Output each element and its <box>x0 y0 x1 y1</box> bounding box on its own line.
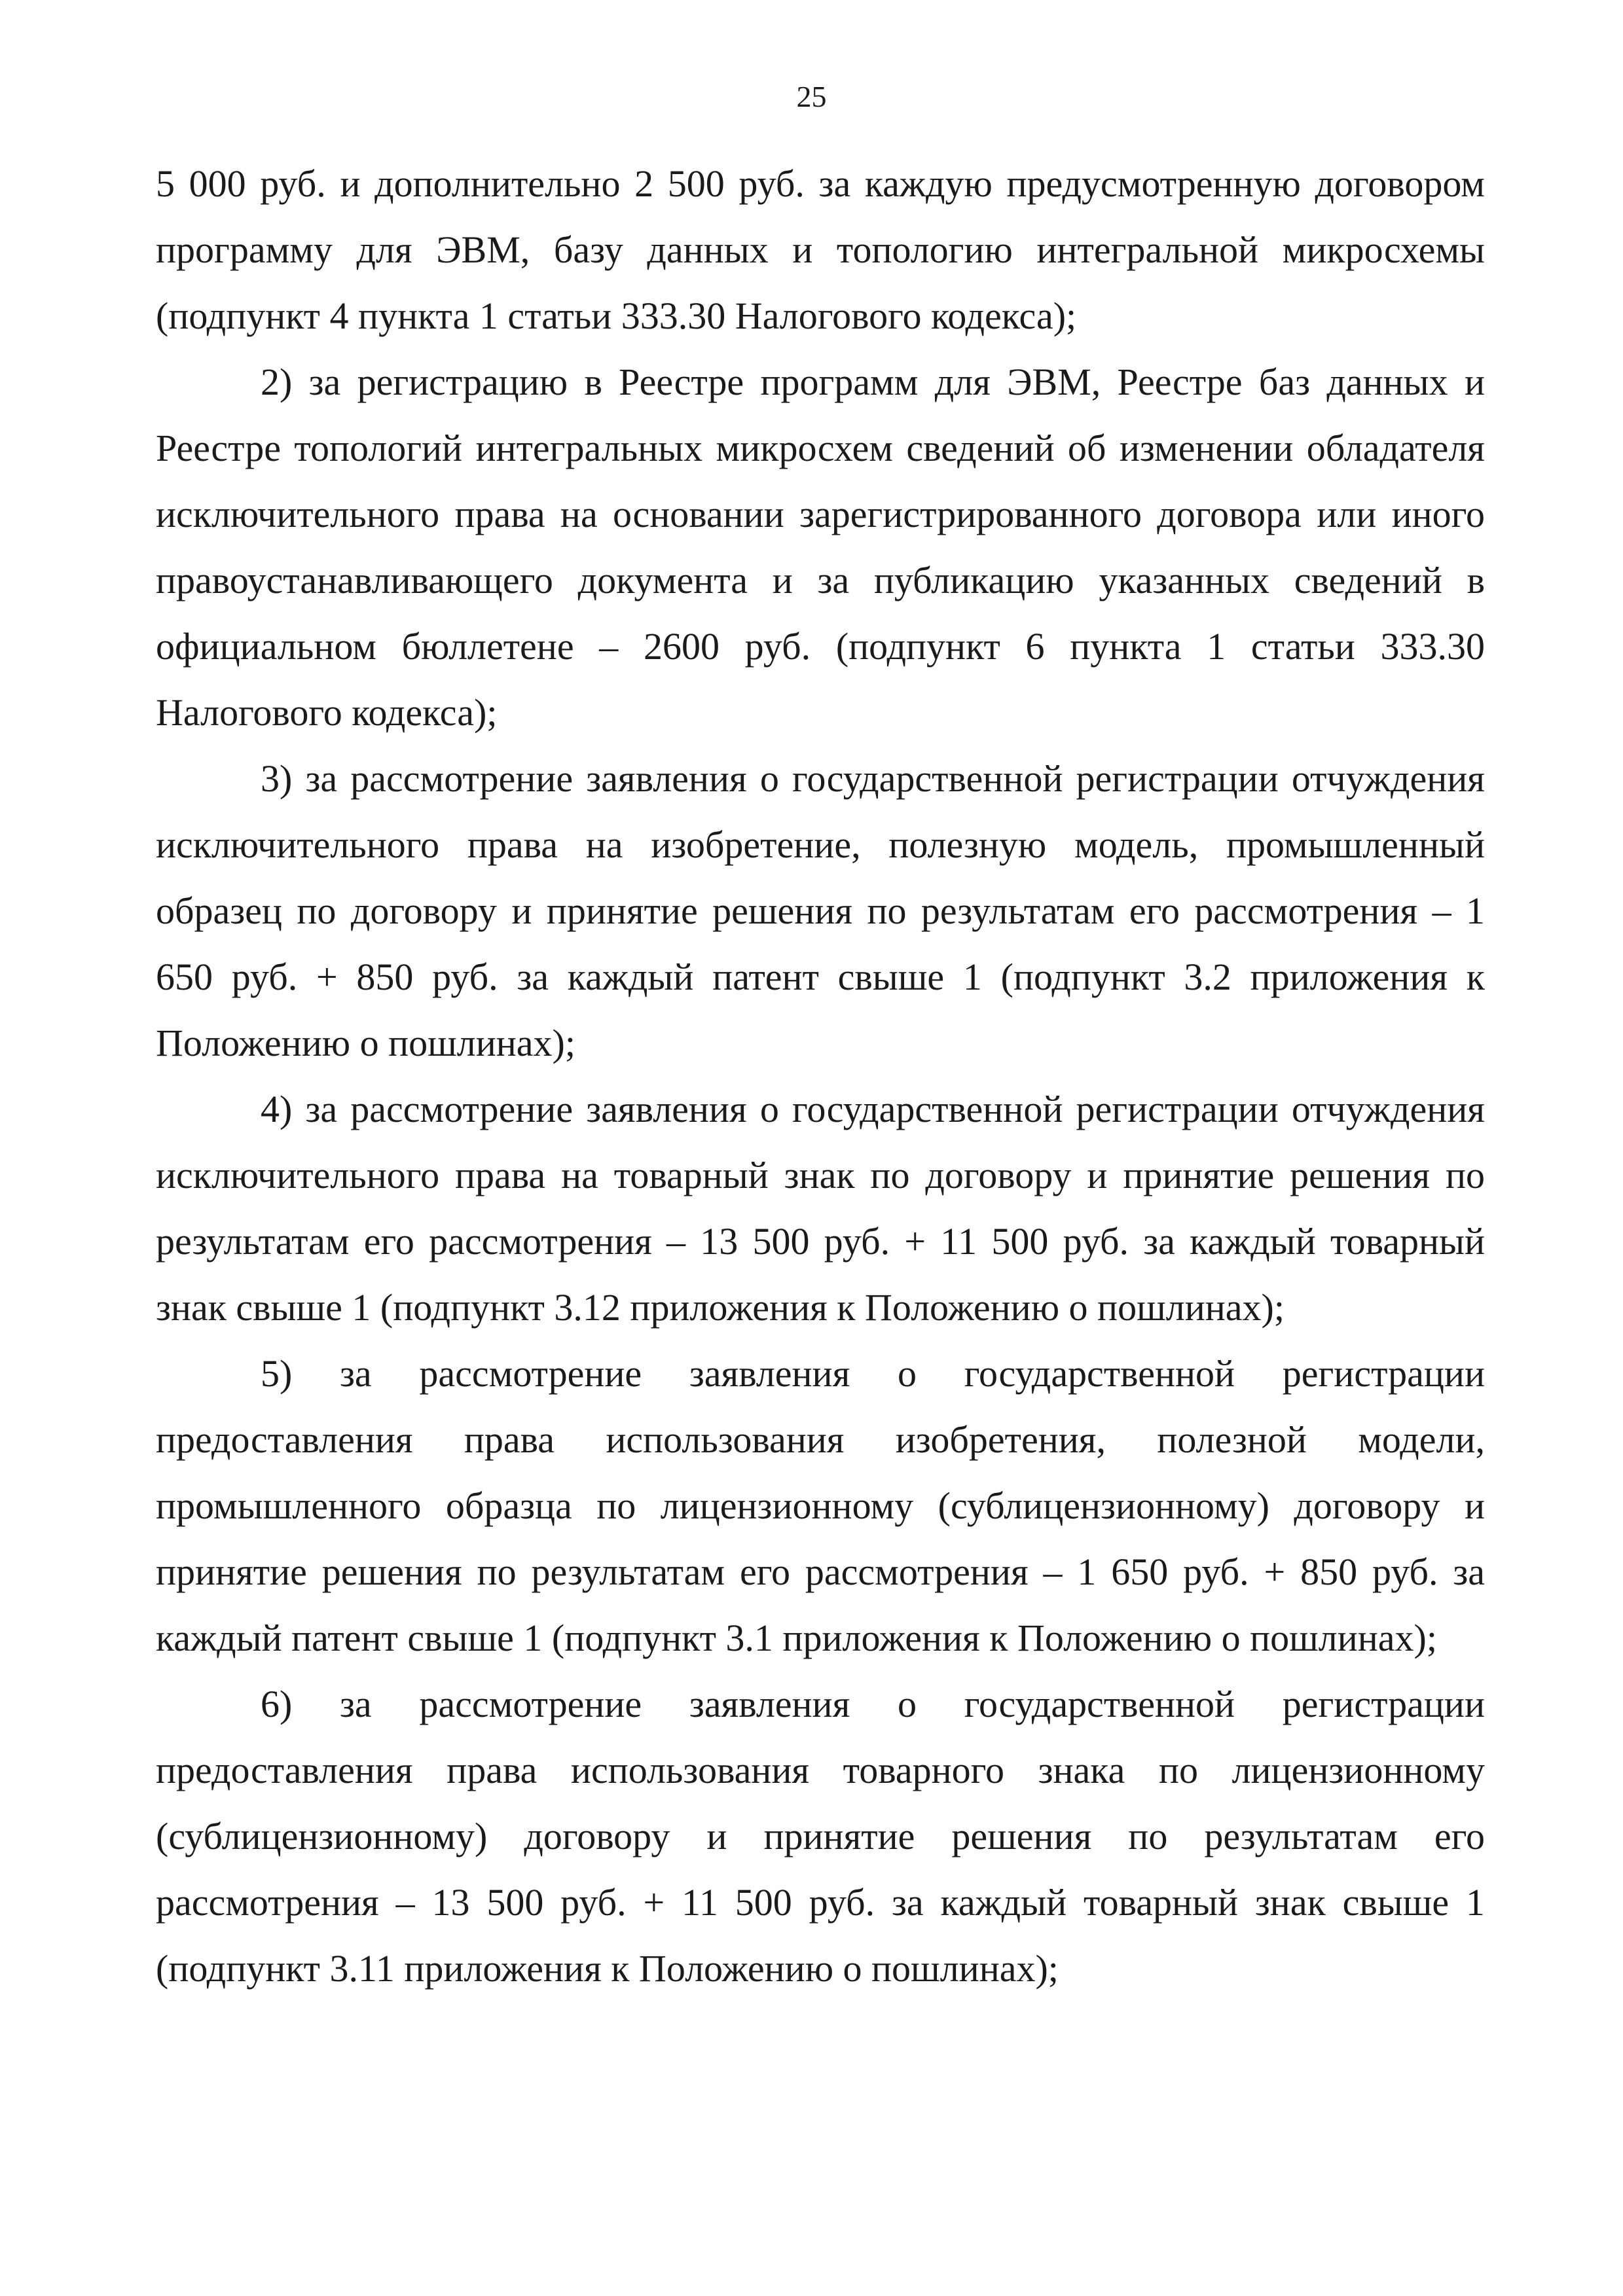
paragraph-item-5: 5) за рассмотрение заявления о государственной регистрации предоставления права использования изобретения, полезной модели, промышленного образца по лицензионному (сублицензионному) договору и принятие решения по результатам его рассмотрения – 1 650 руб. + 850 руб. за каждый патент свыше 1 (подпункт 3.1 приложения к Положению о пошлинах); <box>156 1352 1485 1659</box>
paragraph-item-3: 3) за рассмотрение заявления о государственной регистрации отчуждения исключительного права на изобретение, полезную модель, промышленный образец по договору и принятие решения по результатам его рассмотрения – 1 650 руб. + 850 руб. за каждый патент свыше 1 (подпункт 3.2 приложения к Положению о пошлинах); <box>156 757 1485 1064</box>
paragraph-continuation: 5 000 руб. и дополнительно 2 500 руб. за каждую предусмотренную договором программу для ЭВМ, базу данных и топологию интегральной микросхемы (подпункт 4 пункта 1 статьи 333.30 Налогового кодекса); <box>156 162 1485 337</box>
document-body <box>156 151 1485 2001</box>
page-number: 25 <box>796 80 827 113</box>
paragraph-item-4: 4) за рассмотрение заявления о государственной регистрации отчуждения исключительного права на товарный знак по договору и принятие решения по результатам его рассмотрения – 13 500 руб. + 11 500 руб. за каждый товарный знак свыше 1 (подпункт 3.12 приложения к Положению о пошлинах); <box>156 1088 1485 1329</box>
paragraph-item-6: 6) за рассмотрение заявления о государственной регистрации предоставления права использования товарного знака по лицензионному (сублицензионному) договору и принятие решения по результатам его рассмотрения – 13 500 руб. + 11 500 руб. за каждый товарный знак свыше 1 (подпункт 3.11 приложения к Положению о пошлинах); <box>156 1683 1485 1990</box>
paragraph-item-2: 2) за регистрацию в Реестре программ для ЭВМ, Реестре баз данных и Реестре топологий интегральных микросхем сведений об изменении обладателя исключительного права на основании зарегистрированного договора или иного правоустанавливающего документа и за публикацию указанных сведений в официальном бюллетене – 2600 руб. (подпункт 6 пункта 1 статьи 333.30 Налогового кодекса); <box>156 361 1485 734</box>
